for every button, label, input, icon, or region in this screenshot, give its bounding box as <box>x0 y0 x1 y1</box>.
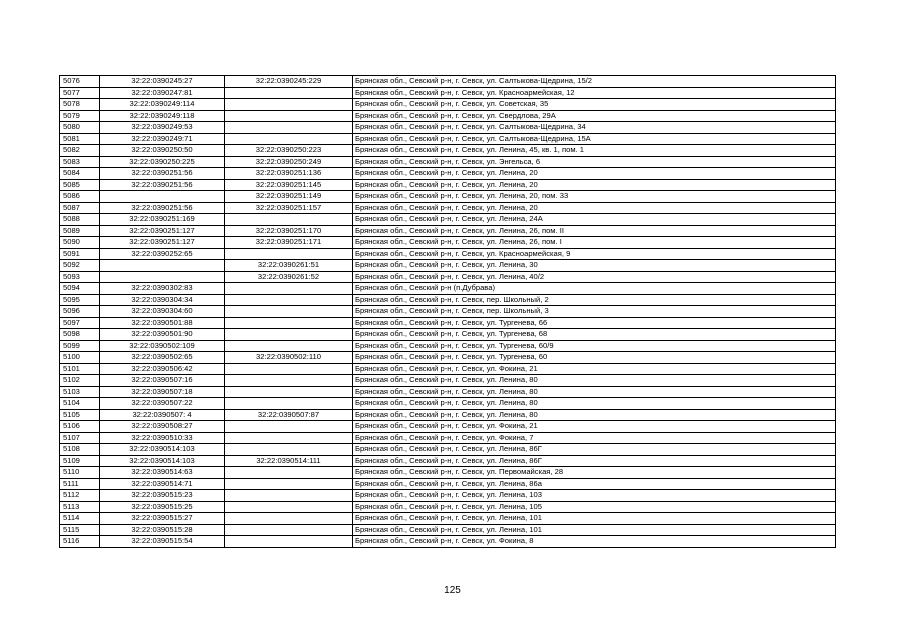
address-cell: Брянская обл., Севский р-н, г. Севск, ул. Ленина, 101 <box>353 524 836 536</box>
table-row <box>60 260 836 272</box>
address-cell: Брянская обл., Севский р-н, г. Севск, ул. Ленина, 24А <box>353 214 836 226</box>
row-number-cell: 5085 <box>60 179 100 191</box>
address-cell: Брянская обл., Севский р-н, г. Севск, ул. Ленина, 26, пом. II <box>353 225 836 237</box>
address-cell: Брянская обл., Севский р-н, г. Севск, ул. Ленина, 103 <box>353 490 836 502</box>
land-cadastral-number-cell: 32:22:0390506:42 <box>100 363 225 375</box>
address-cell: Брянская обл., Севский р-н, г. Севск, ул. Красноармейская, 12 <box>353 87 836 99</box>
row-number-cell: 5084 <box>60 168 100 180</box>
table-row <box>60 329 836 341</box>
address-cell: Брянская обл., Севский р-н, г. Севск, ул. Ленина, 26, пом. I <box>353 237 836 249</box>
address-cell: Брянская обл., Севский р-н, г. Севск, ул. Красноармейская, 9 <box>353 248 836 260</box>
land-cadastral-number-cell <box>100 271 225 283</box>
row-number-cell: 5107 <box>60 432 100 444</box>
land-cadastral-number-cell: 32:22:0390515:54 <box>100 536 225 548</box>
land-cadastral-number-cell: 32:22:0390502:65 <box>100 352 225 364</box>
building-cadastral-number-cell <box>225 133 353 145</box>
building-cadastral-number-cell <box>225 87 353 99</box>
building-cadastral-number-cell <box>225 306 353 318</box>
table-row <box>60 375 836 387</box>
address-cell: Брянская обл., Севский р-н, г. Севск, ул. Фокина, 21 <box>353 421 836 433</box>
row-number-cell: 5103 <box>60 386 100 398</box>
building-cadastral-number-cell <box>225 398 353 410</box>
address-cell: Брянская обл., Севский р-н, г. Севск, ул. Ленина, 105 <box>353 501 836 513</box>
table-row <box>60 363 836 375</box>
address-cell: Брянская обл., Севский р-н, г. Севск, ул. Тургенева, 60 <box>353 352 836 364</box>
row-number-cell: 5100 <box>60 352 100 364</box>
land-cadastral-number-cell: 32:22:0390502:109 <box>100 340 225 352</box>
address-cell: Брянская обл., Севский р-н, г. Севск, ул. Ленина, 30 <box>353 260 836 272</box>
property-table <box>59 75 836 548</box>
land-cadastral-number-cell: 32:22:0390514:71 <box>100 478 225 490</box>
land-cadastral-number-cell: 32:22:0390304:60 <box>100 306 225 318</box>
land-cadastral-number-cell: 32:22:0390508:27 <box>100 421 225 433</box>
table-row <box>60 156 836 168</box>
address-cell: Брянская обл., Севский р-н, г. Севск, ул. Ленина, 80 <box>353 409 836 421</box>
table-row <box>60 133 836 145</box>
building-cadastral-number-cell: 32:22:0390502:110 <box>225 352 353 364</box>
land-cadastral-number-cell: 32:22:0390514:103 <box>100 455 225 467</box>
page-number: 125 <box>444 585 461 596</box>
building-cadastral-number-cell: 32:22:0390251:149 <box>225 191 353 203</box>
building-cadastral-number-cell <box>225 432 353 444</box>
land-cadastral-number-cell: 32:22:0390249:114 <box>100 99 225 111</box>
building-cadastral-number-cell <box>225 386 353 398</box>
table-row <box>60 340 836 352</box>
address-cell: Брянская обл., Севский р-н, г. Севск, ул. Ленина, 86Г <box>353 444 836 456</box>
land-cadastral-number-cell: 32:22:0390247:81 <box>100 87 225 99</box>
row-number-cell: 5092 <box>60 260 100 272</box>
building-cadastral-number-cell <box>225 248 353 260</box>
row-number-cell: 5090 <box>60 237 100 249</box>
land-cadastral-number-cell: 32:22:0390251:56 <box>100 202 225 214</box>
address-cell: Брянская обл., Севский р-н, г. Севск, ул. Ленина, 80 <box>353 386 836 398</box>
address-cell: Брянская обл., Севский р-н, г. Севск, ул. Салтыкова-Щедрина, 15/2 <box>353 76 836 88</box>
row-number-cell: 5102 <box>60 375 100 387</box>
table-row <box>60 248 836 260</box>
table-row <box>60 501 836 513</box>
table-row <box>60 409 836 421</box>
address-cell: Брянская обл., Севский р-н, г. Севск, ул. Салтыкова-Щедрина, 34 <box>353 122 836 134</box>
address-cell: Брянская обл., Севский р-н, г. Севск, ул. Ленина, 20 <box>353 168 836 180</box>
row-number-cell: 5089 <box>60 225 100 237</box>
land-cadastral-number-cell: 32:22:0390514:63 <box>100 467 225 479</box>
building-cadastral-number-cell <box>225 478 353 490</box>
row-number-cell: 5081 <box>60 133 100 145</box>
building-cadastral-number-cell <box>225 110 353 122</box>
table-row <box>60 478 836 490</box>
row-number-cell: 5094 <box>60 283 100 295</box>
address-cell: Брянская обл., Севский р-н, г. Севск, ул. Тургенева, 68 <box>353 329 836 341</box>
row-number-cell: 5098 <box>60 329 100 341</box>
building-cadastral-number-cell: 32:22:0390514:111 <box>225 455 353 467</box>
building-cadastral-number-cell <box>225 513 353 525</box>
building-cadastral-number-cell: 32:22:0390507:87 <box>225 409 353 421</box>
building-cadastral-number-cell: 32:22:0390251:145 <box>225 179 353 191</box>
address-cell: Брянская обл., Севский р-н, г. Севск, ул. Ленина, 101 <box>353 513 836 525</box>
address-cell: Брянская обл., Севский р-н, г. Севск, пер. Школьный, 3 <box>353 306 836 318</box>
row-number-cell: 5095 <box>60 294 100 306</box>
table-row <box>60 76 836 88</box>
row-number-cell: 5113 <box>60 501 100 513</box>
address-cell: Брянская обл., Севский р-н, г. Севск, ул. Ленина, 86Г <box>353 455 836 467</box>
land-cadastral-number-cell <box>100 191 225 203</box>
address-cell: Брянская обл., Севский р-н, г. Севск, пер. Школьный, 2 <box>353 294 836 306</box>
land-cadastral-number-cell: 32:22:0390510:33 <box>100 432 225 444</box>
building-cadastral-number-cell <box>225 283 353 295</box>
land-cadastral-number-cell: 32:22:0390501:90 <box>100 329 225 341</box>
address-cell: Брянская обл., Севский р-н, г. Севск, ул. Ленина, 20 <box>353 179 836 191</box>
table-row <box>60 214 836 226</box>
table-row <box>60 513 836 525</box>
row-number-cell: 5083 <box>60 156 100 168</box>
building-cadastral-number-cell: 32:22:0390261:51 <box>225 260 353 272</box>
address-cell: Брянская обл., Севский р-н, г. Севск, ул. Фокина, 7 <box>353 432 836 444</box>
land-cadastral-number-cell: 32:22:0390251:127 <box>100 225 225 237</box>
land-cadastral-number-cell: 32:22:0390250:50 <box>100 145 225 157</box>
row-number-cell: 5086 <box>60 191 100 203</box>
land-cadastral-number-cell: 32:22:0390252:65 <box>100 248 225 260</box>
building-cadastral-number-cell: 32:22:0390245:229 <box>225 76 353 88</box>
address-cell: Брянская обл., Севский р-н, г. Севск, ул. Ленина, 20 <box>353 202 836 214</box>
land-cadastral-number-cell <box>100 260 225 272</box>
address-cell: Брянская обл., Севский р-н, г. Севск, ул. Ленина, 40/2 <box>353 271 836 283</box>
table-row <box>60 237 836 249</box>
row-number-cell: 5078 <box>60 99 100 111</box>
row-number-cell: 5105 <box>60 409 100 421</box>
building-cadastral-number-cell <box>225 363 353 375</box>
land-cadastral-number-cell: 32:22:0390304:34 <box>100 294 225 306</box>
building-cadastral-number-cell <box>225 524 353 536</box>
land-cadastral-number-cell: 32:22:0390250:225 <box>100 156 225 168</box>
address-cell: Брянская обл., Севский р-н, г. Севск, ул. Советская, 35 <box>353 99 836 111</box>
land-cadastral-number-cell: 32:22:0390251:127 <box>100 237 225 249</box>
row-number-cell: 5091 <box>60 248 100 260</box>
table-row <box>60 145 836 157</box>
address-cell: Брянская обл., Севский р-н, г. Севск, ул. Ленина, 86а <box>353 478 836 490</box>
row-number-cell: 5108 <box>60 444 100 456</box>
building-cadastral-number-cell: 32:22:0390251:136 <box>225 168 353 180</box>
land-cadastral-number-cell: 32:22:0390249:71 <box>100 133 225 145</box>
table-row <box>60 168 836 180</box>
land-cadastral-number-cell: 32:22:0390507:22 <box>100 398 225 410</box>
building-cadastral-number-cell: 32:22:0390250:249 <box>225 156 353 168</box>
row-number-cell: 5080 <box>60 122 100 134</box>
building-cadastral-number-cell <box>225 536 353 548</box>
building-cadastral-number-cell <box>225 444 353 456</box>
table-row <box>60 225 836 237</box>
table-row <box>60 179 836 191</box>
table-row <box>60 306 836 318</box>
land-cadastral-number-cell: 32:22:0390251:169 <box>100 214 225 226</box>
land-cadastral-number-cell: 32:22:0390515:23 <box>100 490 225 502</box>
table-row <box>60 191 836 203</box>
land-cadastral-number-cell: 32:22:0390515:27 <box>100 513 225 525</box>
table-row <box>60 432 836 444</box>
row-number-cell: 5087 <box>60 202 100 214</box>
row-number-cell: 5079 <box>60 110 100 122</box>
building-cadastral-number-cell <box>225 122 353 134</box>
land-cadastral-number-cell: 32:22:0390249:53 <box>100 122 225 134</box>
address-cell: Брянская обл., Севский р-н, г. Севск, ул. Салтыкова-Щедрина, 15А <box>353 133 836 145</box>
table-row <box>60 352 836 364</box>
building-cadastral-number-cell <box>225 317 353 329</box>
land-cadastral-number-cell: 32:22:0390507:18 <box>100 386 225 398</box>
row-number-cell: 5114 <box>60 513 100 525</box>
land-cadastral-number-cell: 32:22:0390514:103 <box>100 444 225 456</box>
row-number-cell: 5109 <box>60 455 100 467</box>
address-cell: Брянская обл., Севский р-н, г. Севск, ул. Фокина, 21 <box>353 363 836 375</box>
building-cadastral-number-cell: 32:22:0390251:157 <box>225 202 353 214</box>
address-cell: Брянская обл., Севский р-н, г. Севск, ул. Ленина, 45, кв. 1, пом. 1 <box>353 145 836 157</box>
row-number-cell: 5082 <box>60 145 100 157</box>
table-row <box>60 421 836 433</box>
table-row <box>60 283 836 295</box>
land-cadastral-number-cell: 32:22:0390251:56 <box>100 179 225 191</box>
row-number-cell: 5076 <box>60 76 100 88</box>
building-cadastral-number-cell <box>225 375 353 387</box>
address-cell: Брянская обл., Севский р-н, г. Севск, ул. Ленина, 80 <box>353 398 836 410</box>
land-cadastral-number-cell: 32:22:0390501:88 <box>100 317 225 329</box>
address-cell: Брянская обл., Севский р-н, г. Севск, ул. Тургенева, 66 <box>353 317 836 329</box>
land-cadastral-number-cell: 32:22:0390251:56 <box>100 168 225 180</box>
address-cell: Брянская обл., Севский р-н, г. Севск, ул. Первомайская, 28 <box>353 467 836 479</box>
land-cadastral-number-cell: 32:22:0390302:83 <box>100 283 225 295</box>
building-cadastral-number-cell <box>225 501 353 513</box>
table-row <box>60 386 836 398</box>
address-cell: Брянская обл., Севский р-н, г. Севск, ул. Фокина, 8 <box>353 536 836 548</box>
row-number-cell: 5093 <box>60 271 100 283</box>
land-cadastral-number-cell: 32:22:0390515:28 <box>100 524 225 536</box>
table-row <box>60 455 836 467</box>
table-row <box>60 202 836 214</box>
row-number-cell: 5106 <box>60 421 100 433</box>
table-row <box>60 398 836 410</box>
land-cadastral-number-cell: 32:22:0390245:27 <box>100 76 225 88</box>
table-row <box>60 524 836 536</box>
building-cadastral-number-cell <box>225 467 353 479</box>
row-number-cell: 5101 <box>60 363 100 375</box>
building-cadastral-number-cell: 32:22:0390251:171 <box>225 237 353 249</box>
row-number-cell: 5077 <box>60 87 100 99</box>
land-cadastral-number-cell: 32:22:0390507: 4 <box>100 409 225 421</box>
row-number-cell: 5110 <box>60 467 100 479</box>
property-table-body <box>60 76 836 548</box>
row-number-cell: 5116 <box>60 536 100 548</box>
table-row <box>60 87 836 99</box>
table-row <box>60 490 836 502</box>
land-cadastral-number-cell: 32:22:0390249:118 <box>100 110 225 122</box>
address-cell: Брянская обл., Севский р-н (п.Дубрава) <box>353 283 836 295</box>
row-number-cell: 5099 <box>60 340 100 352</box>
row-number-cell: 5088 <box>60 214 100 226</box>
row-number-cell: 5115 <box>60 524 100 536</box>
building-cadastral-number-cell <box>225 329 353 341</box>
address-cell: Брянская обл., Севский р-н, г. Севск, ул. Свердлова, 29А <box>353 110 836 122</box>
building-cadastral-number-cell: 32:22:0390251:170 <box>225 225 353 237</box>
table-row <box>60 467 836 479</box>
table-row <box>60 444 836 456</box>
building-cadastral-number-cell: 32:22:0390250:223 <box>225 145 353 157</box>
table-row <box>60 271 836 283</box>
building-cadastral-number-cell <box>225 294 353 306</box>
table-row <box>60 536 836 548</box>
row-number-cell: 5112 <box>60 490 100 502</box>
address-cell: Брянская обл., Севский р-н, г. Севск, ул. Ленина, 80 <box>353 375 836 387</box>
land-cadastral-number-cell: 32:22:0390515:25 <box>100 501 225 513</box>
building-cadastral-number-cell <box>225 214 353 226</box>
building-cadastral-number-cell: 32:22:0390261:52 <box>225 271 353 283</box>
building-cadastral-number-cell <box>225 99 353 111</box>
building-cadastral-number-cell <box>225 490 353 502</box>
address-cell: Брянская обл., Севский р-н, г. Севск, ул. Ленина, 20, пом. 33 <box>353 191 836 203</box>
row-number-cell: 5096 <box>60 306 100 318</box>
building-cadastral-number-cell <box>225 421 353 433</box>
land-cadastral-number-cell: 32:22:0390507:16 <box>100 375 225 387</box>
address-cell: Брянская обл., Севский р-н, г. Севск, ул. Тургенева, 60/9 <box>353 340 836 352</box>
row-number-cell: 5097 <box>60 317 100 329</box>
table-row <box>60 317 836 329</box>
table-row <box>60 122 836 134</box>
row-number-cell: 5104 <box>60 398 100 410</box>
building-cadastral-number-cell <box>225 340 353 352</box>
address-cell: Брянская обл., Севский р-н, г. Севск, ул. Энгельса, 6 <box>353 156 836 168</box>
table-row <box>60 294 836 306</box>
table-row <box>60 99 836 111</box>
table-row <box>60 110 836 122</box>
row-number-cell: 5111 <box>60 478 100 490</box>
